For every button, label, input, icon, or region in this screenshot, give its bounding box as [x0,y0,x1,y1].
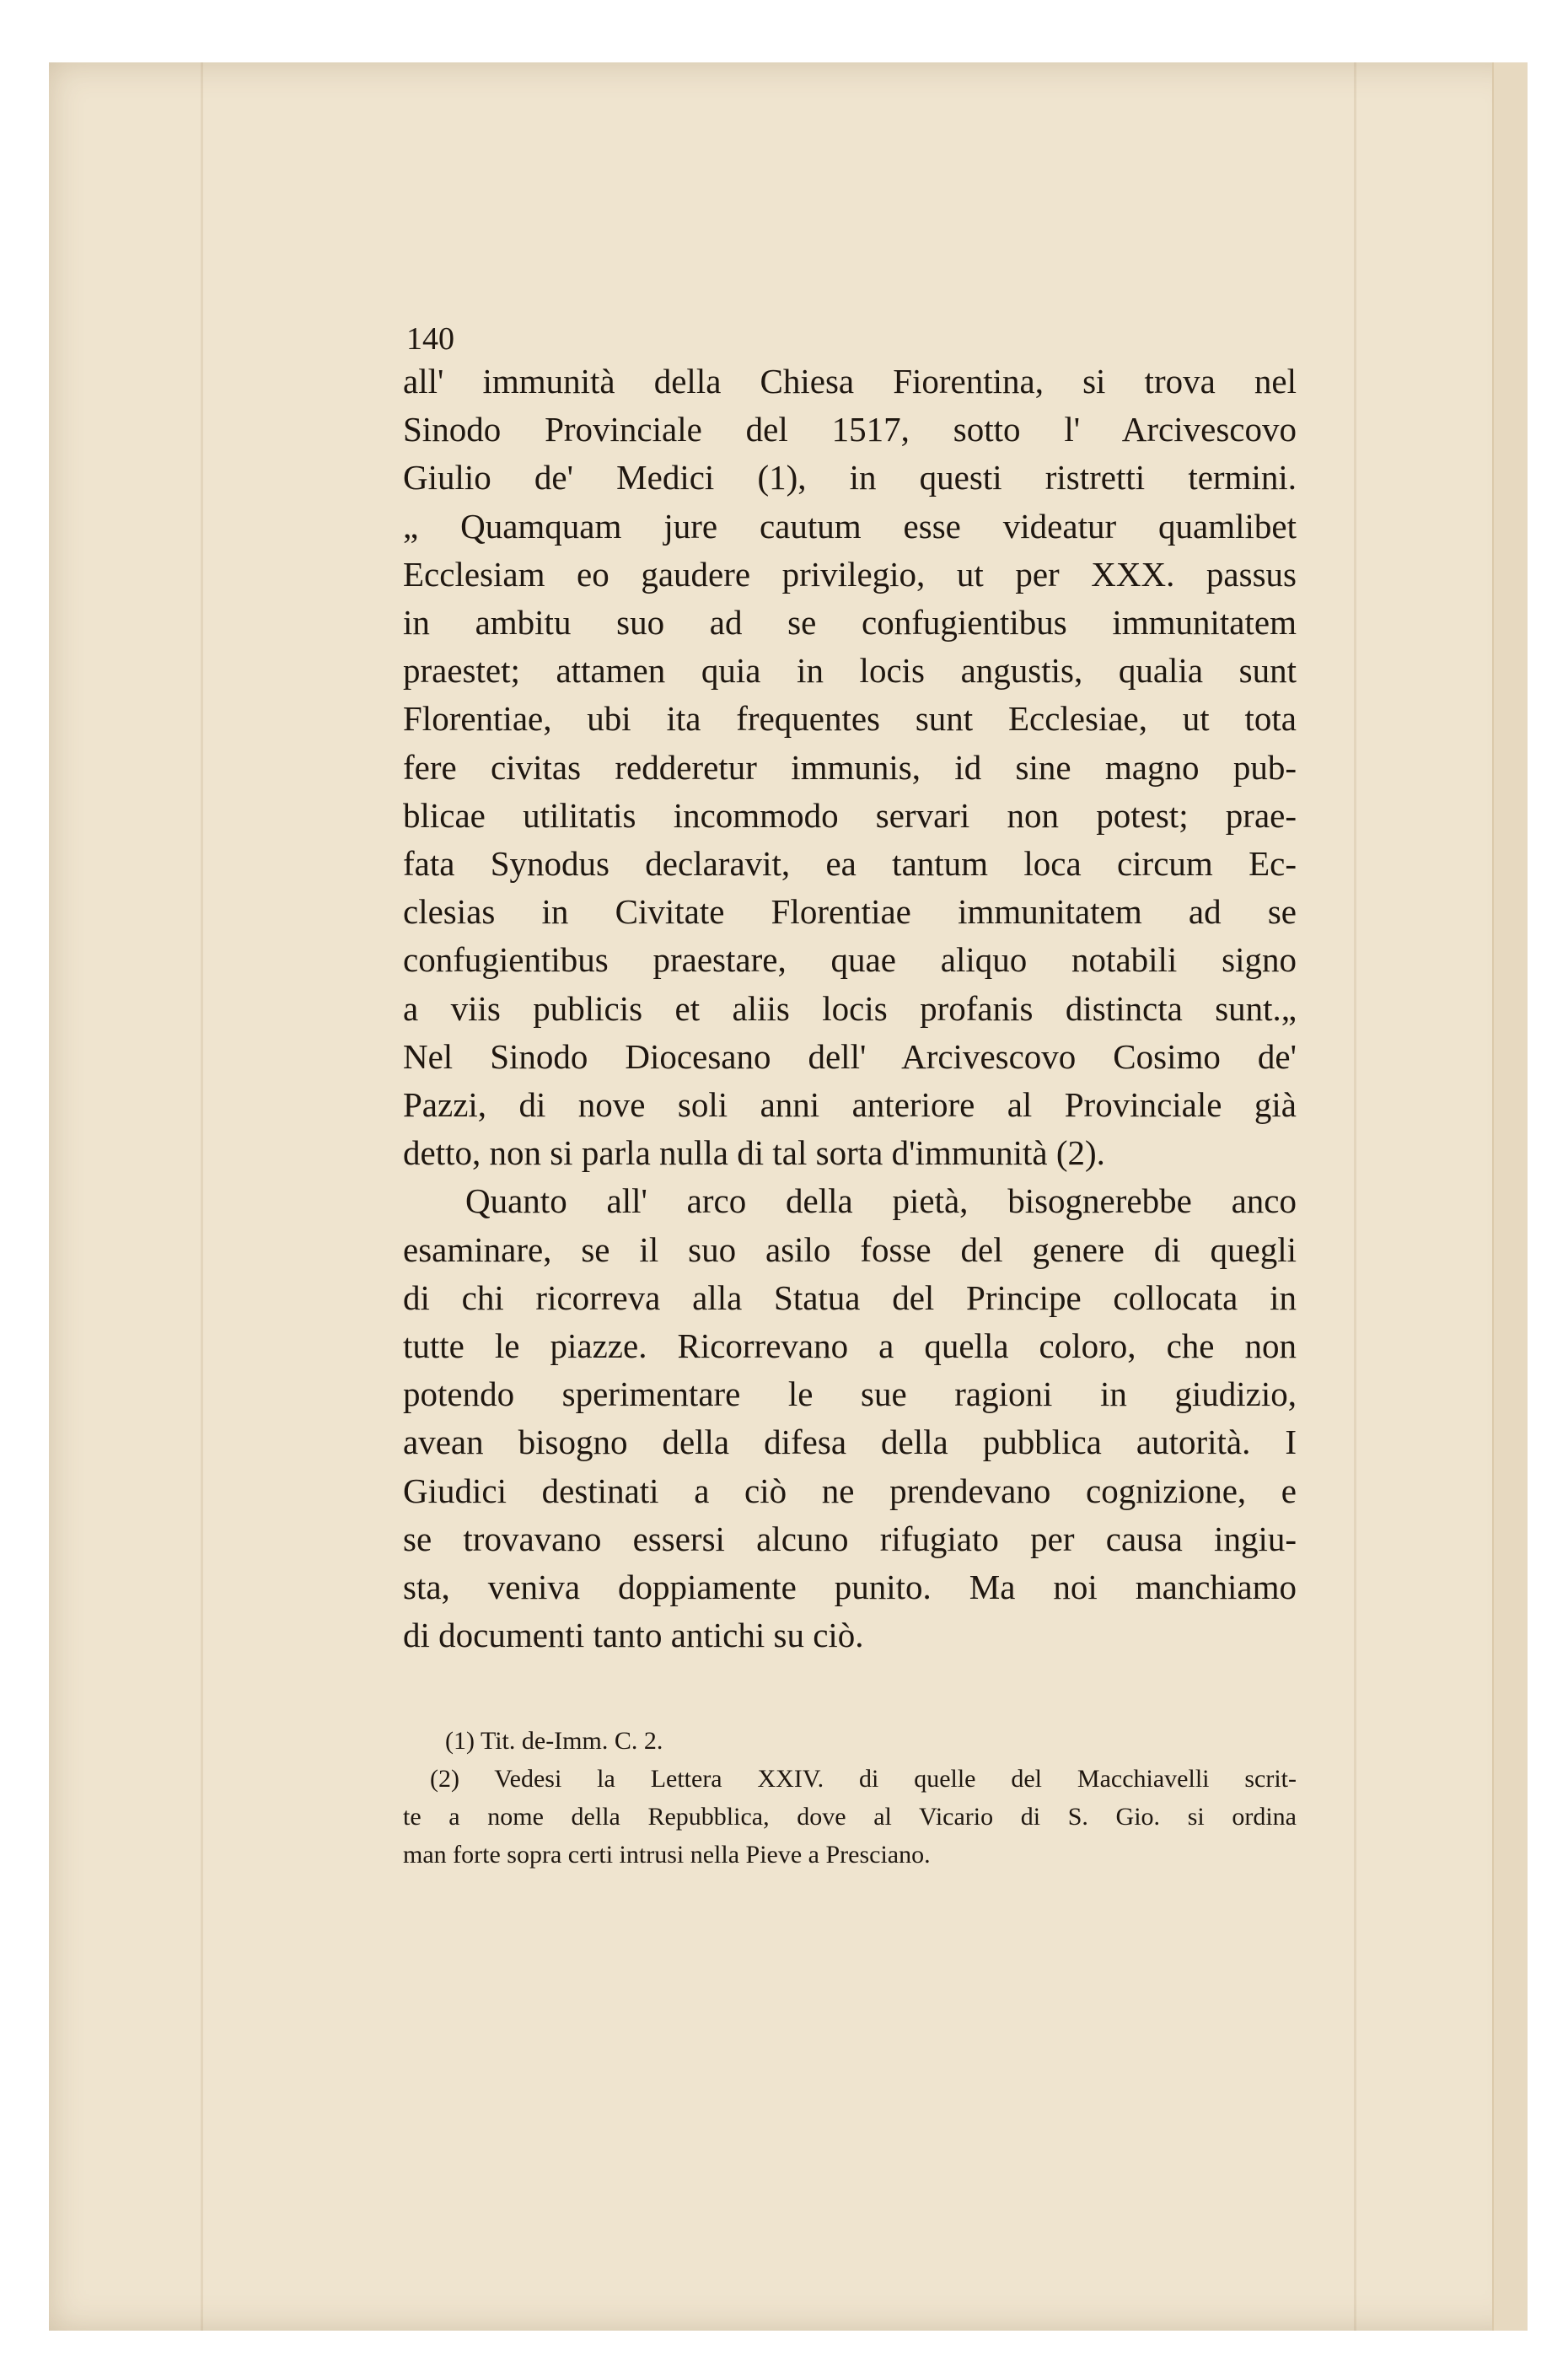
body-line: praestet; attamen quia in locis angustis, qualia sunt [403,651,1297,691]
body-line: fere civitas redderetur immunis, id sine magno pub- [403,747,1297,787]
page-edge [1492,62,1528,2331]
body-line: esaminare, se il suo asilo fosse del genere di quegli [403,1229,1297,1269]
paper-fold [201,62,203,2331]
body-line: „ Quamquam jure cautum esse videatur quamlibet [403,506,1297,546]
footnote: te a nome della Repubblica, dove al Vicario di S. Gio. si ordina [403,1803,1297,1831]
body-line: Ecclesiam eo gaudere privilegio, ut per XXX. passus [403,554,1297,594]
body-line: all' immunità della Chiesa Fiorentina, si trova nel [403,362,1297,401]
body-line: Giulio de' Medici (1), in questi ristretti termini. [403,458,1297,497]
body-line: confugientibus praestare, quae aliquo notabili signo [403,940,1297,980]
body-line: Giudici destinati a ciò ne prendevano cognizione, e [403,1471,1297,1510]
body-line: Nel Sinodo Diocesano dell' Arcivescovo Cosimo de' [403,1036,1297,1076]
body-line: se trovavano essersi alcuno rifugiato per causa ingiu- [403,1519,1297,1558]
body-line: tutte le piazze. Ricorrevano a quella coloro, che non [403,1326,1297,1366]
body-line: detto, non si parla nulla di tal sorta d'immunità (2). [403,1133,1105,1173]
body-line: Florentiae, ubi ita frequentes sunt Ecclesiae, ut tota [403,699,1297,739]
paper-fold [1354,62,1356,2331]
body-line: blicae utilitatis incommodo servari non potest; prae- [403,795,1297,835]
body-line: Quanto all' arco della pietà, bisognerebbe anco [465,1181,1297,1221]
body-line: avean bisogno della difesa della pubblica autorità. I [403,1423,1297,1462]
footnotes [403,1722,1297,1874]
body-line: sta, veniva doppiamente punito. Ma noi manchiamo [403,1568,1297,1607]
body-line: clesias in Civitate Florentiae immunitatem ad se [403,892,1297,932]
body-line: Pazzi, di nove soli anni anteriore al Provinciale già [403,1085,1297,1125]
footnote: (2) Vedesi la Lettera XXIV. di quelle del Macchiavelli scrit- [430,1765,1297,1794]
body-line: potendo sperimentare le sue ragioni in giudizio, [403,1374,1297,1414]
text-block [403,320,1297,1874]
footnote: man forte sopra certi intrusi nella Pieve a Presciano. [403,1841,931,1869]
body-line: a viis publicis et aliis locis profanis distincta sunt.„ [403,988,1297,1028]
body-line: fata Synodus declaravit, ea tantum loca circum Ec- [403,844,1297,884]
body-line: di documenti tanto antichi su ciò. [403,1616,864,1655]
body-line: in ambitu suo ad se confugientibus immunitatem [403,603,1297,643]
footnote: (1) Tit. de-Imm. C. 2. [445,1727,663,1756]
body-text [403,358,1297,1659]
body-line: di chi ricorreva alla Statua del Principe collocata in [403,1277,1297,1317]
page-number: 140 [406,321,454,357]
body-line: Sinodo Provinciale del 1517, sotto l' Arcivescovo [403,410,1297,449]
